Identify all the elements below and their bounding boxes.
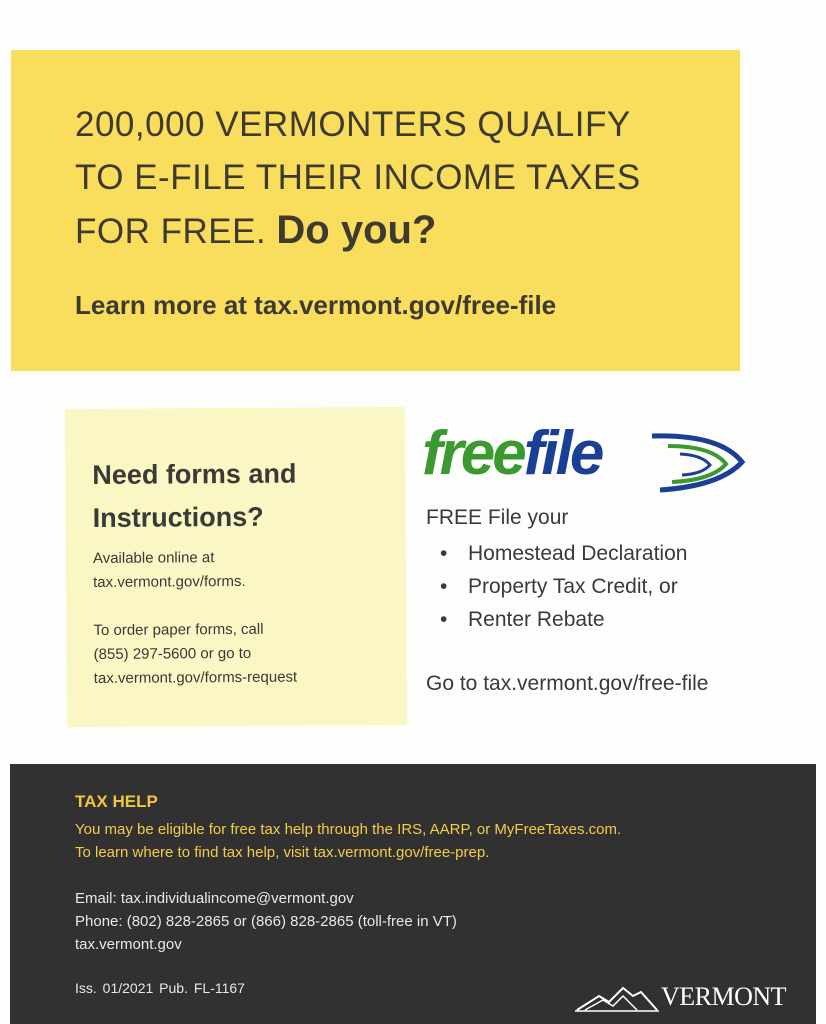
forms-available-link[interactable]: tax.vermont.gov/forms. (93, 572, 246, 591)
list-item: • Homestead Declaration (440, 537, 687, 570)
email-link[interactable]: Email: tax.individualincome@vermont.gov (75, 890, 354, 907)
freefile-swoosh-icon (650, 424, 750, 494)
contact-info (75, 887, 457, 956)
website-link[interactable]: tax.vermont.gov (75, 936, 182, 953)
forms-instructions-box (65, 407, 407, 727)
freefile-word-file: file (523, 419, 602, 488)
forms-text (93, 545, 394, 691)
forms-title-line-1: Need forms and (92, 458, 297, 491)
tax-help-line-2: To learn where to find tax help, visit tax.vermont.gov/free-prep. (75, 844, 490, 861)
freefile-lead: FREE File your (426, 506, 569, 529)
vermont-wordmark: VERMONT (661, 982, 787, 1011)
hero-line-2: TO E-FILE THEIR INCOME TAXES (75, 158, 641, 197)
hero-headline (75, 98, 725, 258)
forms-title (92, 452, 393, 540)
forms-order-line-1: To order paper forms, call (93, 620, 264, 639)
hero-line-1: 200,000 VERMONTERS QUALIFY (75, 105, 631, 144)
publication-info: Iss. 01/2021 Pub. FL-1167 (75, 980, 245, 996)
hero-line-3-prefix: FOR FREE. (75, 212, 267, 251)
mountain-icon (575, 984, 659, 1012)
forms-title-line-2: Instructions? (92, 501, 264, 533)
list-item: • Property Tax Credit, or (440, 570, 687, 603)
freefile-word-free: free (422, 419, 524, 488)
freefile-link[interactable]: Go to tax.vermont.gov/free-file (426, 672, 709, 695)
hero-line-3 (75, 204, 725, 258)
freefile-logo (420, 418, 760, 498)
spacer (93, 593, 393, 619)
tax-help-panel (10, 764, 816, 1024)
forms-request-link[interactable]: tax.vermont.gov/forms-request (93, 668, 298, 687)
hero-banner (11, 50, 740, 371)
forms-available-line-1: Available online at (92, 549, 215, 567)
hero-question: Do you? (276, 208, 437, 252)
list-item: • Renter Rebate (440, 603, 687, 636)
tax-help-text (75, 818, 621, 864)
tax-help-line-1: You may be eligible for free tax help through the IRS, AARP, or MyFreeTaxes.com. (75, 821, 622, 838)
phone-number: Phone: (802) 828-2865 or (866) 828-2865 (toll-free in VT) (75, 913, 457, 930)
tax-help-title: TAX HELP (75, 792, 158, 811)
freefile-wordmark (422, 418, 601, 490)
vermont-logo (575, 978, 805, 1014)
freefile-list (440, 537, 687, 636)
learn-more-link[interactable]: Learn more at tax.vermont.gov/free-file (75, 290, 557, 320)
forms-order-phone: (855) 297-5600 or go to (93, 644, 252, 663)
